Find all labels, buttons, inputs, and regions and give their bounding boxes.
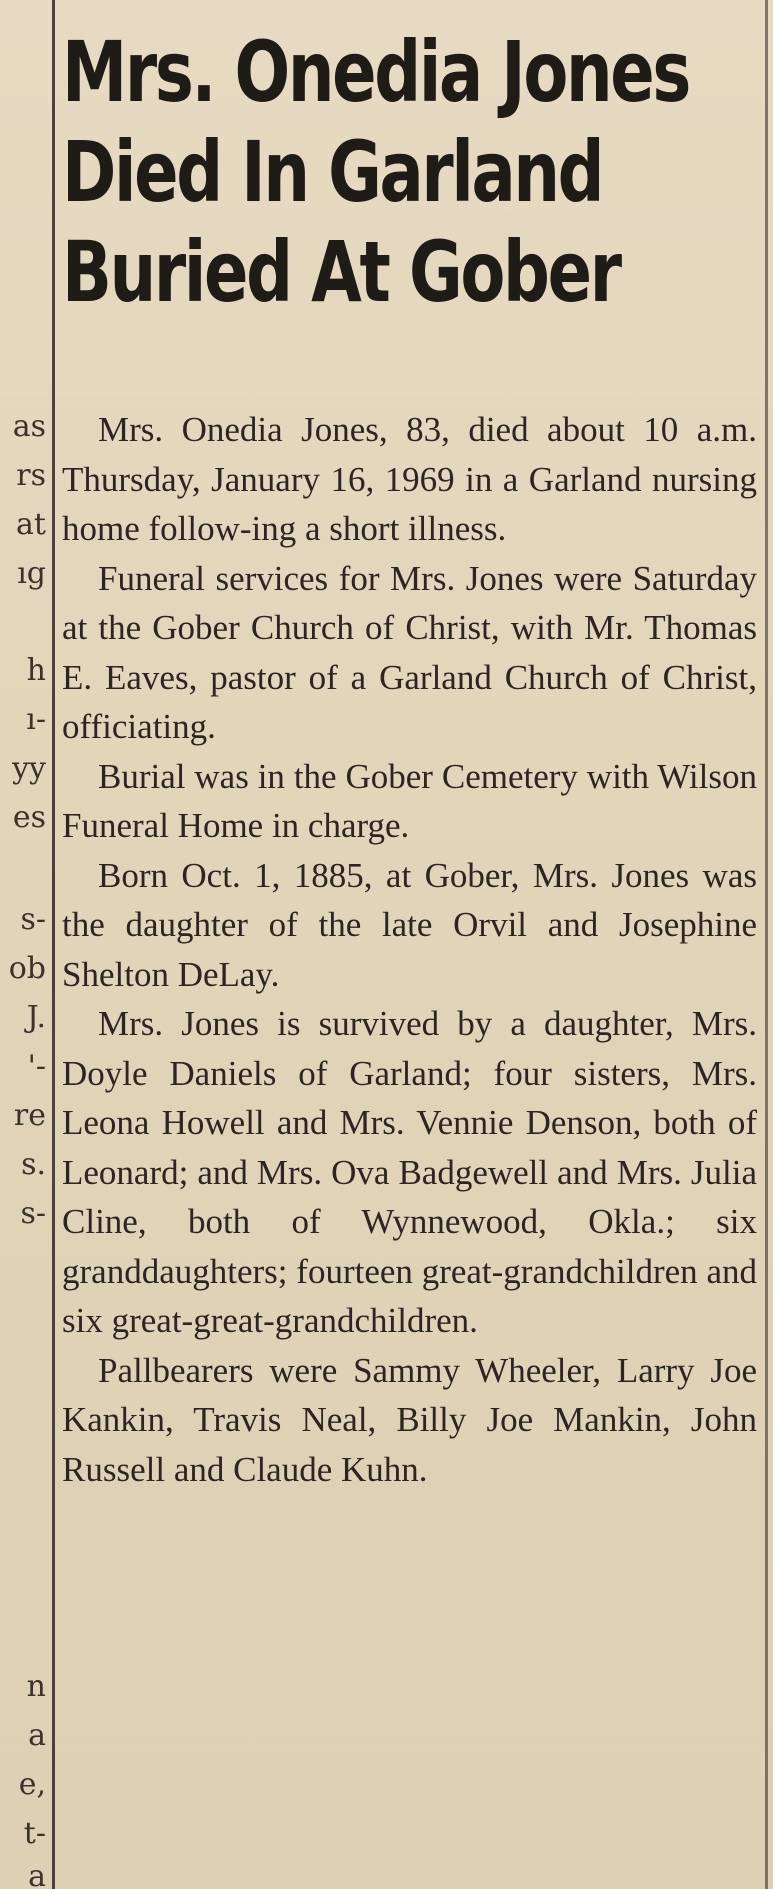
fragment-text: at <box>16 507 46 542</box>
fragment-text: a <box>28 1859 46 1889</box>
fragment-text: es <box>12 800 46 835</box>
paragraph-survivors: Mrs. Jones is survived by a daughter, Mrs. Doyle Daniels of Garland; four sisters, Mrs. Leona Howell and Mrs. Vennie Denson, both of Leonard; and Mrs. Ova Badgewell and Mrs. Julia Cline, both of Wynnewood, Okla.; six granddaughters; fourteen great-grandchildren and six great-great-grandchildren. <box>62 1004 757 1340</box>
fragment-text: rs <box>16 458 46 493</box>
fragment-text: h <box>26 653 46 688</box>
adjacent-column-fragments <box>0 0 52 1889</box>
fragment-text: ı- <box>26 702 46 737</box>
paragraph-death: Mrs. Onedia Jones, 83, died about 10 a.m. Thursday, January 16, 1969 in a Garland nursing home follow-ing a short illness. <box>62 410 757 548</box>
fragment-text: '- <box>27 1049 46 1084</box>
fragment-text: as <box>12 409 46 444</box>
fragment-text: a <box>28 1718 46 1753</box>
right-edge-rule <box>765 0 768 1889</box>
headline-line: Buried At Gober <box>62 223 620 321</box>
paragraph-birth: Born Oct. 1, 1885, at Gober, Mrs. Jones was the daughter of the late Orvil and Josephine Shelton DeLay. <box>62 855 757 994</box>
paragraph-pallbearers: Pallbearers were Sammy Wheeler, Larry Joe Kankin, Travis Neal, Billy Joe Mankin, John Russell and Claude Kuhn. <box>62 1350 757 1489</box>
fragment-text: ıg <box>17 556 46 591</box>
fragment-text: t- <box>23 1816 46 1851</box>
paragraph-funeral: Funeral services for Mrs. Jones were Saturday at the Gober Church of Christ, with Mr. Thomas E. Eaves, pastor of a Garland Church of Christ, officiating. <box>62 558 757 746</box>
headline <box>62 22 690 322</box>
fragment-text: J. <box>26 1000 46 1035</box>
fragment-text: ob <box>8 951 46 986</box>
fragment-text: s- <box>20 902 46 937</box>
fragment-text: re <box>13 1098 46 1133</box>
headline-line: Died In Garland <box>62 123 603 221</box>
fragment-text: n <box>26 1669 46 1704</box>
fragment-text: s. <box>21 1147 46 1182</box>
article-body <box>62 405 757 1494</box>
fragment-text: s- <box>20 1196 46 1231</box>
fragment-text: e, <box>18 1767 46 1802</box>
fragment-text: yy <box>12 751 46 786</box>
column-rule <box>52 0 55 1889</box>
paragraph-burial: Burial was in the Gober Cemetery with Wilson Funeral Home in charge. <box>62 756 757 845</box>
headline-line: Mrs. Onedia Jones <box>62 23 690 121</box>
